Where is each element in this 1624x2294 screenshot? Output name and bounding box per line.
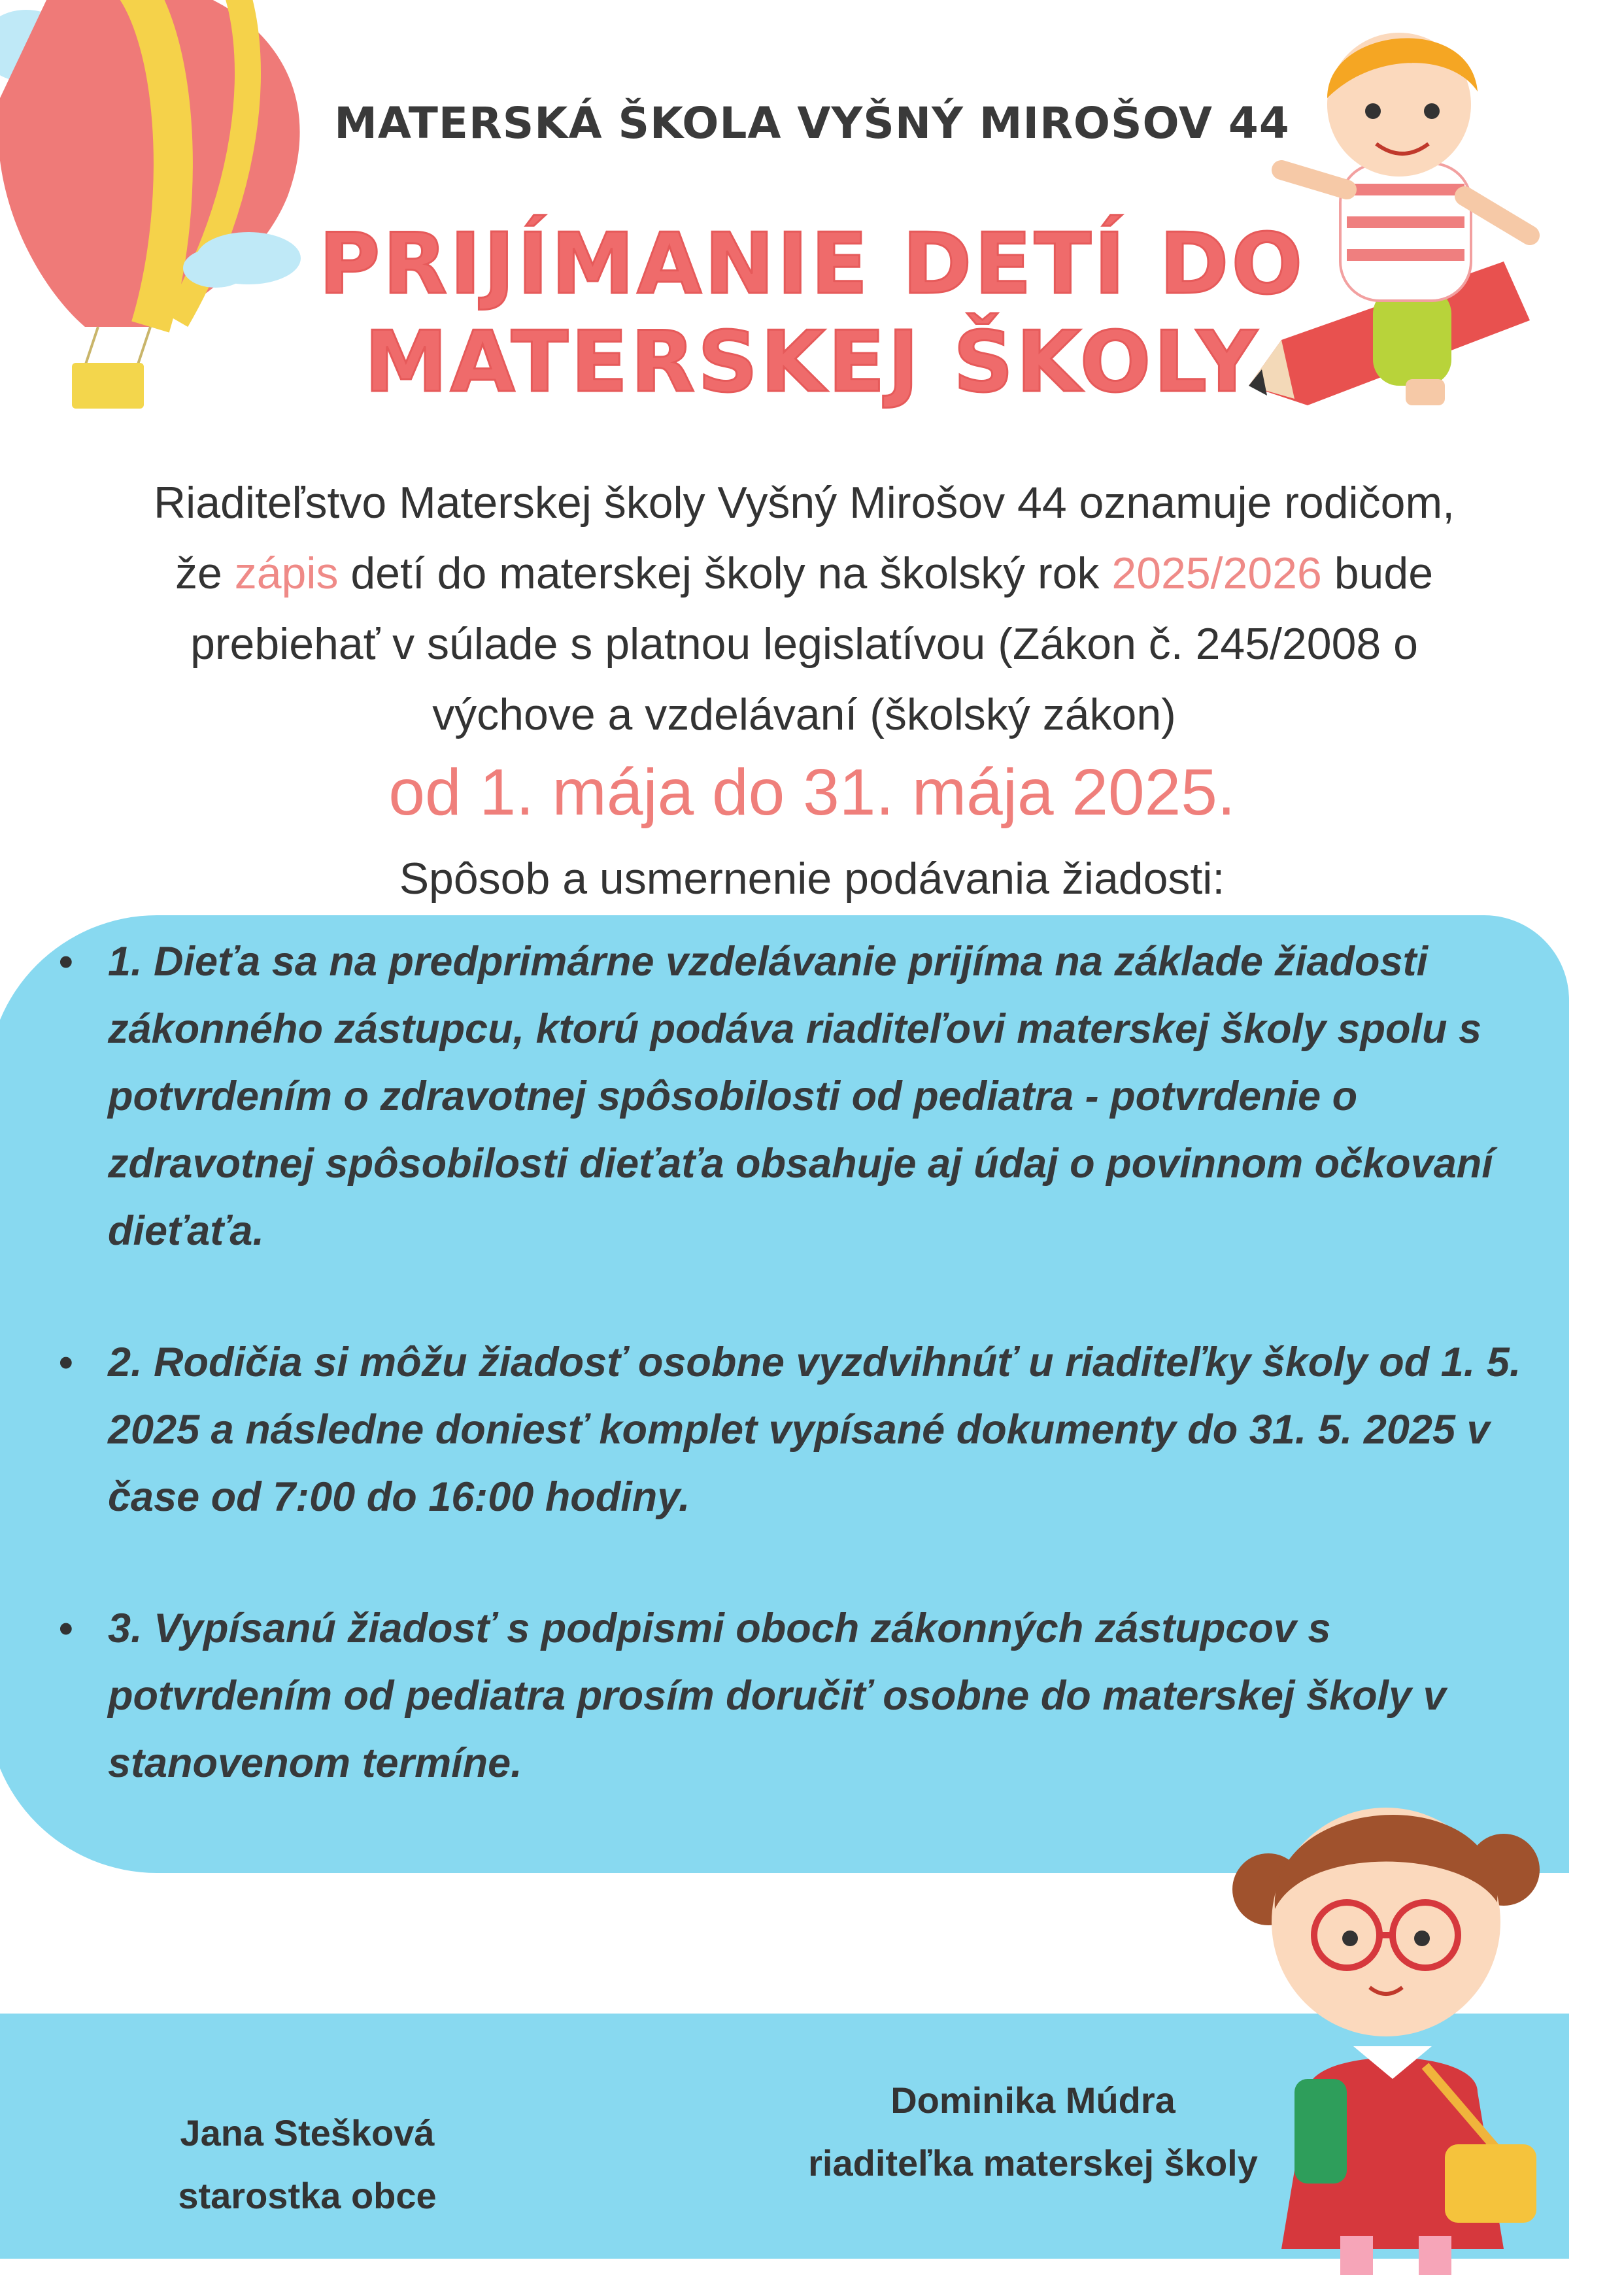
headline-line-1: PRIJÍMANIE DETÍ DO	[318, 216, 1306, 313]
mayor-title: starostka obce	[178, 2175, 437, 2216]
rules-list	[59, 928, 1536, 1861]
enrollment-dates: od 1. mája do 31. mája 2025.	[388, 756, 1236, 829]
intro-paragraph	[52, 467, 1556, 750]
intro-suffix: bude	[1334, 548, 1434, 598]
intro-prefix: že	[175, 548, 222, 598]
director-title: riaditeľka materskej školy	[808, 2142, 1258, 2184]
intro-line-4: výchove a vzdelávaní (školský zákon)	[432, 690, 1176, 739]
mayor-signature	[98, 2102, 516, 2227]
rule-item: • 3. Vypísanú žiadosť s podpismi oboch zákonných zástupcov s potvrdením od pediatra prosím doručiť osobne do materskej školy v stanovenom termíne.	[59, 1595, 1536, 1797]
mayor-name: Jana Stešková	[180, 2112, 435, 2153]
school-name: MATERSKÁ ŠKOLA VYŠNÝ MIROŠOV 44	[334, 98, 1290, 148]
rule-item: • 2. Rodičia si môžu žiadosť osobne vyzdvihnúť u riaditeľky školy od 1. 5. 2025 a následne doniesť komplet vypísané dokumenty do 31. 5. 2025 v čase od 7:00 do 16:00 hodiny.	[59, 1329, 1536, 1531]
rule-item: • 1. Dieťa sa na predprimárne vzdelávanie prijíma na základe žiadosti zákonného zástupcu, ktorú podáva riaditeľovi materskej školy spolu s potvrdením o zdravotnej spôsobilosti od pediatra - potvrdenie o zdravotnej spôsobilosti dieťaťa obsahuje aj údaj o povinnom očkovaní dieťaťa.	[59, 928, 1536, 1265]
intro-line-3: prebiehať v súlade s platnou legislatívou (Zákon č. 245/2008 o	[190, 619, 1418, 669]
girl-with-glasses-illustration	[1229, 1739, 1569, 2275]
intro-line-1: Riaditeľstvo Materskej školy Vyšný Mirošov 44 oznamuje rodičom,	[153, 478, 1455, 528]
director-name: Dominika Múdra	[890, 2080, 1176, 2121]
highlight-school-year: 2025/2026	[1111, 548, 1322, 598]
method-heading: Spôsob a usmernenie podávania žiadosti:	[399, 854, 1225, 903]
intro-middle: detí do materskej školy na školský rok	[350, 548, 1100, 598]
highlight-zapis: zápis	[234, 548, 339, 598]
headline-line-2: MATERSKEJ ŠKOLY	[364, 314, 1260, 411]
